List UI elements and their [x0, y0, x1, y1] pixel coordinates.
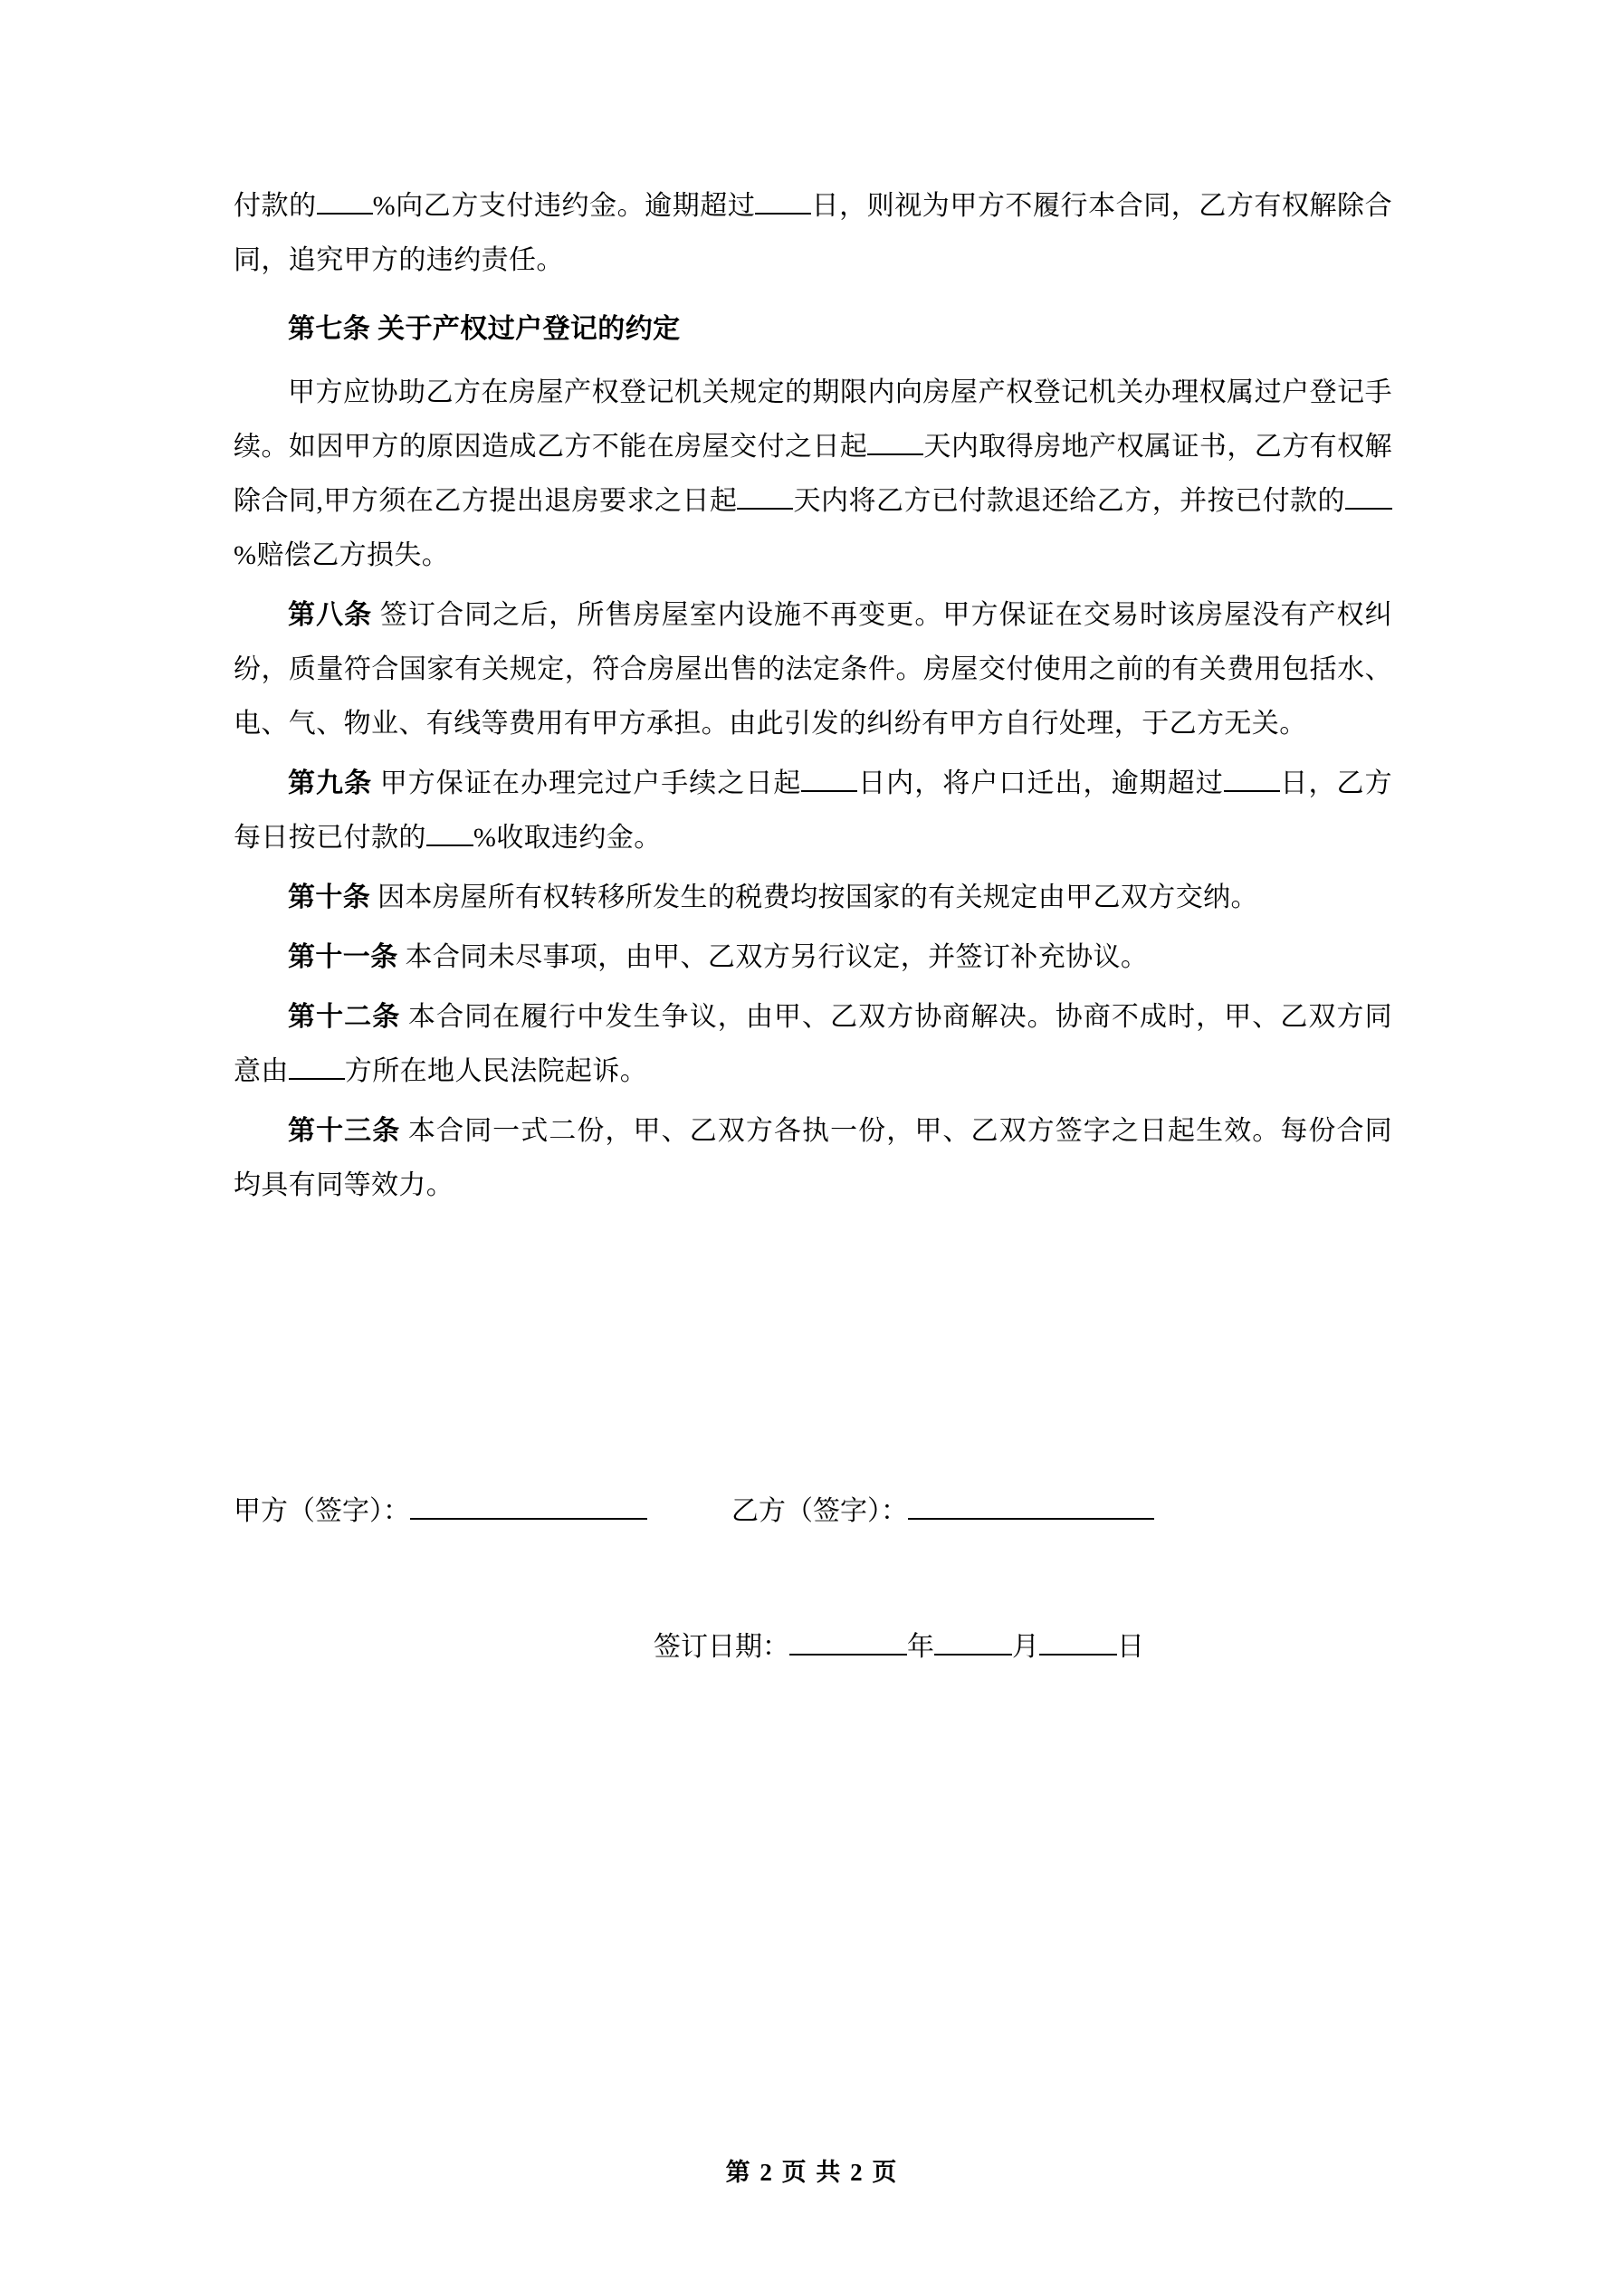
fill-in-blank[interactable] [867, 453, 923, 455]
article-7-body [234, 366, 1392, 583]
article-label: 第十一条 [288, 942, 398, 972]
text-run: 本合同一式二份，甲、乙双方各执一份，甲、乙双方签字之日起生效。每份合同均具有同等效力。 [234, 1116, 1392, 1200]
date-month-unit: 月 [1012, 1632, 1039, 1662]
party-b-signature-line[interactable] [908, 1518, 1154, 1520]
text-run: %向乙方支付违约金。逾期超过 [372, 191, 756, 221]
signature-row [234, 1484, 1392, 1539]
article-10 [234, 871, 1392, 925]
article-12 [234, 990, 1392, 1099]
text-run: %赔偿乙方损失。 [234, 540, 450, 570]
fill-in-blank[interactable] [755, 213, 811, 215]
date-day-unit: 日 [1117, 1632, 1144, 1662]
text-run: 天内将乙方已付款退还给乙方，并按已付款的 [793, 486, 1346, 516]
article-label: 第十三条 [288, 1116, 401, 1146]
fill-in-blank[interactable] [289, 1078, 345, 1080]
text-run: 日内，将户口迁出，逾期超过 [857, 768, 1224, 798]
fill-in-blank[interactable] [737, 508, 793, 510]
date-row [234, 1620, 1392, 1675]
article-8 [234, 588, 1392, 751]
text-run: 本合同在履行中发生争议，由甲、乙双方协商解决。协商不成时，甲、乙双方同意由 [234, 1002, 1392, 1086]
date-label: 签订日期： [654, 1632, 789, 1662]
text-run: 因本房屋所有权转移所发生的税费均按国家的有关规定由甲乙双方交纳。 [370, 883, 1258, 912]
date-year-blank[interactable] [789, 1654, 907, 1655]
document-body [234, 179, 1392, 1218]
text-run: %收取违约金。 [473, 823, 662, 853]
text-run: 本合同未尽事项，由甲、乙双方另行议定，并签订补充协议。 [397, 942, 1149, 972]
text-run: 日，则视为甲方不履行本合同，乙方有权解除合同，追究甲方的违约责任。 [234, 191, 1393, 275]
paragraph-continued-penalty [234, 179, 1392, 288]
article-label: 第十二条 [288, 1002, 401, 1032]
date-month-blank[interactable] [934, 1654, 1012, 1655]
text-run: 方所在地人民法院起诉。 [344, 1056, 648, 1086]
fill-in-blank[interactable] [801, 790, 857, 792]
article-label: 第十条 [288, 883, 371, 912]
text-run: 甲方保证在办理完过户手续之日起 [372, 768, 802, 798]
text-run: 日，乙方每日按已付款的 [234, 768, 1392, 853]
date-day-blank[interactable] [1039, 1654, 1117, 1655]
text-run: 付款的 [234, 191, 317, 221]
article-9 [234, 757, 1392, 865]
article-label: 第九条 [288, 768, 373, 798]
text-run: 甲方应协助乙方在房屋产权登记机关规定的期限内向房屋产权登记机关办理权属过户登记手续。如因甲方的原因造成乙方不能在房屋交付之日起 [234, 377, 1392, 462]
party-b-label: 乙方（签字）： [731, 1496, 908, 1526]
article-label: 第八条 [288, 600, 373, 630]
fill-in-blank[interactable] [1224, 790, 1280, 792]
fill-in-blank[interactable] [317, 213, 373, 215]
article-13 [234, 1104, 1392, 1213]
date-year-unit: 年 [907, 1632, 934, 1662]
text-run: 签订合同之后，所售房屋室内设施不再变更。甲方保证在交易时该房屋没有产权纠纷，质量符合国家有关规定，符合房屋出售的法定条件。房屋交付使用之前的有关费用包括水、电、气、物业、有线等费用有甲方承担。由此引发的纠纷有甲方自行处理，于乙方无关。 [234, 600, 1392, 739]
party-a-signature-line[interactable] [410, 1518, 647, 1520]
article-11 [234, 930, 1392, 985]
party-b-signature [731, 1484, 1154, 1539]
page-footer: 第 2 页 共 2 页 [725, 2159, 899, 2186]
fill-in-blank[interactable] [1345, 508, 1392, 510]
party-a-label: 甲方（签字）： [234, 1496, 410, 1526]
party-a-signature [234, 1484, 647, 1539]
date-inner [482, 1620, 1144, 1675]
text-run: 天内取得房地产权属证书，乙方有权解除合同,甲方须在乙方提出退房要求之日起 [234, 432, 1392, 516]
article-7-heading: 第七条 关于产权过户登记的约定 [288, 314, 681, 344]
fill-in-blank[interactable] [426, 844, 473, 846]
